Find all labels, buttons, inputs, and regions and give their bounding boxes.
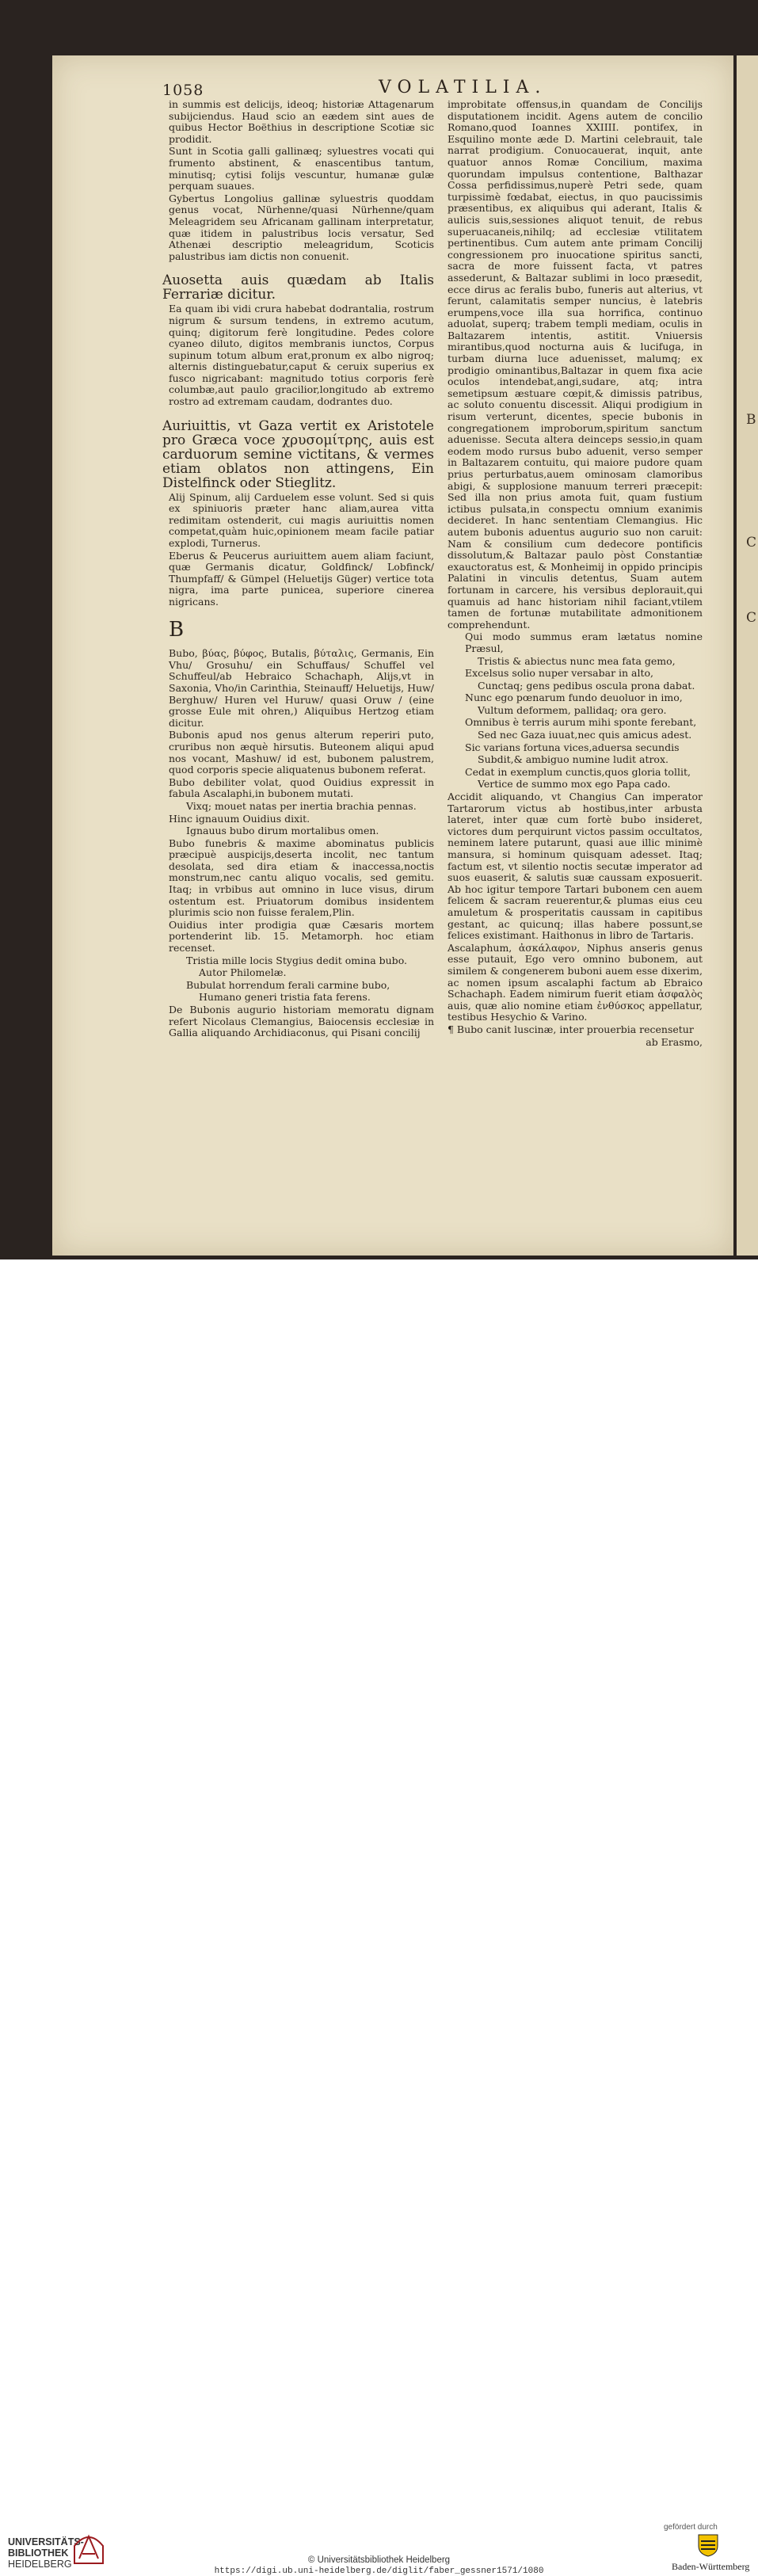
section-heading: Auriuittis, vt Gaza vertit ex Aristotele pro Græca voce χρυσομίτρης, auis est carduorum semine victitans, & vermes etiam oblatos non attingens, Ein Distelfinck oder Stieglitz. <box>162 417 434 491</box>
paragraph: improbitate offensus,in quandam de Concilijs disputationem incidit. Agens autem de concilio Romano,quod Ioannes XXIIII. pontifex, in Esquilino monte æde D. Martini celebrauit, tale narrat prodigium. Conuocauerat, inquit, ante quatuor annos Romæ Concilium, maxima quorundam impulsus contentione, Balthazar Cossa perfidissimus,nuperè Petri sede, quam turpissimè fœdabat, eiectus, in quo paucissimis præsentibus, ex aliquibus qui aderant, Italis & aulicis suis,sessiones aliquot tenuit, de rebus superuacaneis,nihilq; ad ecclesiæ vtilitatem pertinentibus. Cum autem ante primam Concilij congressionem pro inuocatione spiritus sancti, sacra de more fuissent facta, vt patres assederunt, & Baltazar sublimi in loco præsedit, ecce dirus ac feralis bubo, funeris aut alterius, vt ferunt, calamitatis semper nuncius, è latebris erumpens,voce illa sua horrifica, continuo aduolat, superq; trabem templi mediam, oculis in Baltazarem intentis, astitit. Vniuersis mirantibus,quod nocturna auis & lucifuga, in turbam diurna luce aduenisset, malumq; ex prodigio ominantibus,Baltazar in quem fixa acie oculos intendebat,angi,sudare, atq; intra semetipsum æstuare cœpit,& dimissis patribus, ac soluto conuentu discessit. Aliqui prodigium in risum verterunt, dicentes, specie bubonis in congregationem improborum,spiritum sanctum aduenisse. Secuta altera deinceps sessio,in quam eodem modo rursus bubo aduenit, verso semper in Baltazarem contuitu, qui maiore pudore quam prius perturbatus,auem ominosam clamoribus abigi, & supplosione manuum terreri præcepit: Sed illa non prius amota fuit, quam fustium ictibus pulsata,in conspectu omnium exanimis decideret. In hanc sententiam Clemangius. Hic autem bubonis aduentus augurio suo non caruit: Nam & consilium cum dedecore pontificis dissolutum,& Baltazar paulo pòst Constantiæ exauctoratus est, & Monheimij in oppido principis Palatini in vinculis detentus, Suam autem fortunam in carcere, his versibus deplorauit,qui quamuis ad hanc historiam nihil faciant,vtilem tamen de fortunæ mutabilitate admonitionem comprehendunt. <box>448 98 703 631</box>
verse-line: Autor Philomelæ. <box>199 966 287 979</box>
paragraph: Sunt in Scotia galli gallinæq; syluestres vocati qui frumento abstinent, & enascentibus tantum, minutisq; cytisi folijs vescuntur, humanæ gulæ perquam suaues. <box>169 145 434 192</box>
verse-line: Excelsus solio nuper versabar in alto, <box>465 667 654 680</box>
funder-label: gefördert durch <box>664 2523 718 2532</box>
paragraph: Bubo funebris & maxime abominatus publicis præcipuè auspicijs,deserta incolit, nec tantum desolata, sed dira etiam & inaccessa,noctis monstrum,nec cantu aliquo vocalis, sed gemitu. Itaq; in vrbibus aut omnino in luce visus, dirum ostentum est. Priuatorum domibus insidentem plurimis scio non fuisse feralem,Plin. <box>169 836 434 919</box>
paragraph: Ouidius inter prodigia quæ Cæsaris mortem portenderint lib. 15. Metamorph. hoc etiam recenset. <box>169 918 434 955</box>
running-head: VOLATILIA. <box>379 78 547 97</box>
paragraph: Alij Spinum, alij Carduelem esse volunt. Sed si quis ex spiniuoris præter hanc aliam,aurea vitta redimitam ostenderit, cui magis auriuittis nomen competat,quàm huic,opinionem meam facile patiar explodi, Turnerus. <box>169 490 434 550</box>
verse-line: Vertice de summo mox ego Papa cado. <box>478 778 671 791</box>
funder-name: Baden-Württemberg <box>672 2561 750 2572</box>
library-name-line: UNIVERSITÄTS- <box>8 2536 84 2547</box>
verse-line: Tristis & abiectus nunc mea fata gemo, <box>478 654 676 667</box>
paragraph: De Bubonis augurio historiam memoratu dignam refert Nicolaus Clemangius, Baiocensis ecclesiæ in Gallia aliquando Archidiaconus, qui Pisani concilij <box>169 1004 434 1039</box>
paragraph: Bubo, βύας, βύφος, Butalis, βύταλις, Germanis, Ein Vhu/ Grosuhu/ ein Schuffaus/ Schuffel vel Schuffeul/ab Hebraico Schachaph, Alijs,vt in Saxonia, Vho/in Carinthia, Steinauff/ Heluetijs, Huw/ Berghuw/ Huren vel Huruw/ quasi Oruw / (eine grosse Eule mit ohren,) Aliquibus Hertzog etiam dicitur. <box>169 647 434 729</box>
verse-line: Qui modo summus eram lætatus nomine Præsul, <box>465 631 703 654</box>
verse-line: Nunc ego pœnarum fundo deuoluor in imo, <box>465 692 683 704</box>
margin-letter: C <box>746 535 757 551</box>
page-viewer[interactable] <box>0 0 758 1259</box>
paragraph: Gybertus Longolius gallinæ syluestris quoddam genus vocat, Nürhenne/quasi Nürhenne/quam Meleagridem seu Africanam gallinam interpretatur, quæ itidem in palustribus locis versatur, Sed Athenæi descriptio meleagridum, Scoticis palustribus iam dictis non conuenit. <box>169 192 434 262</box>
verse-line: Sic varians fortuna vices,aduersa secundis <box>465 741 680 753</box>
verse-line: Subdit,& ambiguo numine ludit atrox. <box>478 753 668 766</box>
library-name-line: HEIDELBERG <box>8 2559 72 2570</box>
page-folio: 1058 <box>162 82 204 99</box>
paragraph: Ea quam ibi vidi crura habebat dodrantalia, rostrum nigrum & sursum tendens, in extremo acutum, quinq; digitorum ferè longitudine. Pedes colore cyaneo diluto, digitos membranis iunctos, Corpus supinum totum album erat,pronum ex albo nigroq; alternis distinguebatur,caput & ceruix superius ex fusco nigricabant: magnitudo totius corporis ferè columbæ,aut paulo gracilior,longitudo ab extremo rostro ad extremam caudam, dodrantes duo. <box>169 303 434 408</box>
permalink-url[interactable]: https://digi.ub.uni-heidelberg.de/diglit/faber_gessner1571/1080 <box>214 2566 544 2576</box>
section-heading: Auosetta auis quædam ab Italis Ferrariæ dicitur. <box>162 272 434 303</box>
verse-line: Vixq; mouet natas per inertia brachia pennas. <box>186 799 417 812</box>
section-letter: B <box>169 617 185 642</box>
catchword: ab Erasmo, <box>646 1035 703 1048</box>
margin-letter: B <box>746 412 756 428</box>
paragraph: Ascalaphum, ἀσκάλαφον, Niphus anseris genus esse putauit, Ego vero omnino bubonem, aut similem & congenerem buboni auem esse dixerim, ac nomen ipsum ascalaphi factum ab Ebraico Schachaph. Eadem nimirum fuerit etiam ἀσφαλὸς auis, quæ alio nomine etiam ἐνθύσκος appellatur, testibus Hesychio & Varino. <box>448 941 703 1023</box>
right-column <box>448 99 703 1049</box>
verse-line: Tristia mille locis Stygius dedit omina bubo. <box>186 954 407 966</box>
verse-line: Sed nec Gaza iuuat,nec quis amicus adest. <box>478 729 692 741</box>
verse-line: Humano generi tristia fata ferens. <box>199 991 371 1004</box>
paragraph: ¶ Bubo canit luscinæ, inter prouerbia recensetur <box>448 1023 694 1035</box>
paragraph: Bubo debiliter volat, quod Ouidius expressit in fabula Ascalaphi,in bubonem mutati. <box>169 775 434 800</box>
baden-wuerttemberg-crest-icon <box>697 2533 719 2557</box>
paragraph: Hinc ignauum Ouidius dixit. <box>169 812 310 825</box>
verse-line: Cunctaq; gens pedibus oscula prona dabat. <box>478 679 695 692</box>
verse-line: Ignauus bubo dirum mortalibus omen. <box>186 825 379 837</box>
library-name-line: BIBLIOTHEK <box>8 2547 69 2559</box>
left-column <box>162 98 434 1040</box>
paragraph: Bubonis apud nos genus alterum reperiri puto, cruribus non æquè hirsutis. Buteonem aliqui apud nos vocant, Mashuw/ id est, bubonem palustrem, quod corporis specie aliquatenus bubonem referat. <box>169 729 434 776</box>
margin-letter: C <box>746 610 757 626</box>
verse-line: Bubulat horrendum ferali carmine bubo, <box>186 978 390 991</box>
verse-line: Omnibus è terris aurum mihi sponte ferebant, <box>465 716 697 729</box>
copyright-notice: © Universitätsbibliothek Heidelberg <box>307 2555 451 2565</box>
verse-line: Cedat in exemplum cunctis,quos gloria tollit, <box>465 765 691 778</box>
verse-line: Vultum deformem, pallidaq; ora gero. <box>478 703 667 716</box>
paragraph: in summis est delicijs, ideoq; historiæ Attagenarum subijciendus. Haud scio an eædem sint aues de quibus Hector Boëthius in descriptione Scotiæ sic prodidit. <box>169 98 434 145</box>
footer <box>0 1259 758 2576</box>
paragraph: Eberus & Peucerus auriuittem auem aliam faciunt, quæ Germanis dicatur, Goldfinck/ Lobfinck/ Thumpfaff/ & Gümpel (Heluetijs Güger) vertice tota nigra, ima parte punicea, superiore cinerea nigricans. <box>169 549 434 608</box>
next-page-edge <box>737 55 758 1256</box>
paragraph: Accidit aliquando, vt Changius Can imperator Tartarorum victus ab hostibus,inter arbusta lateret, inter quæ cum fortè bubo insideret, victores dum perquirunt victos passim occultatos, neminem latere putarunt, quasi aue illic minimè mansura, si hominum quisquam adesset. Itaq; factum est, vt silentio noctis secutæ imperator ad suos euaserit, & salutis suæ caussam exposuerit. Ab hoc igitur tempore Tartari bubonem cen auem felicem & sacram reuerentur,& plumas eius ceu amuletum & prosperitatis caussam in capitibus gestant, ac quicunq; illas habere possunt,se felices existimant. Haithonus in libro de Tartaris. <box>448 791 703 942</box>
